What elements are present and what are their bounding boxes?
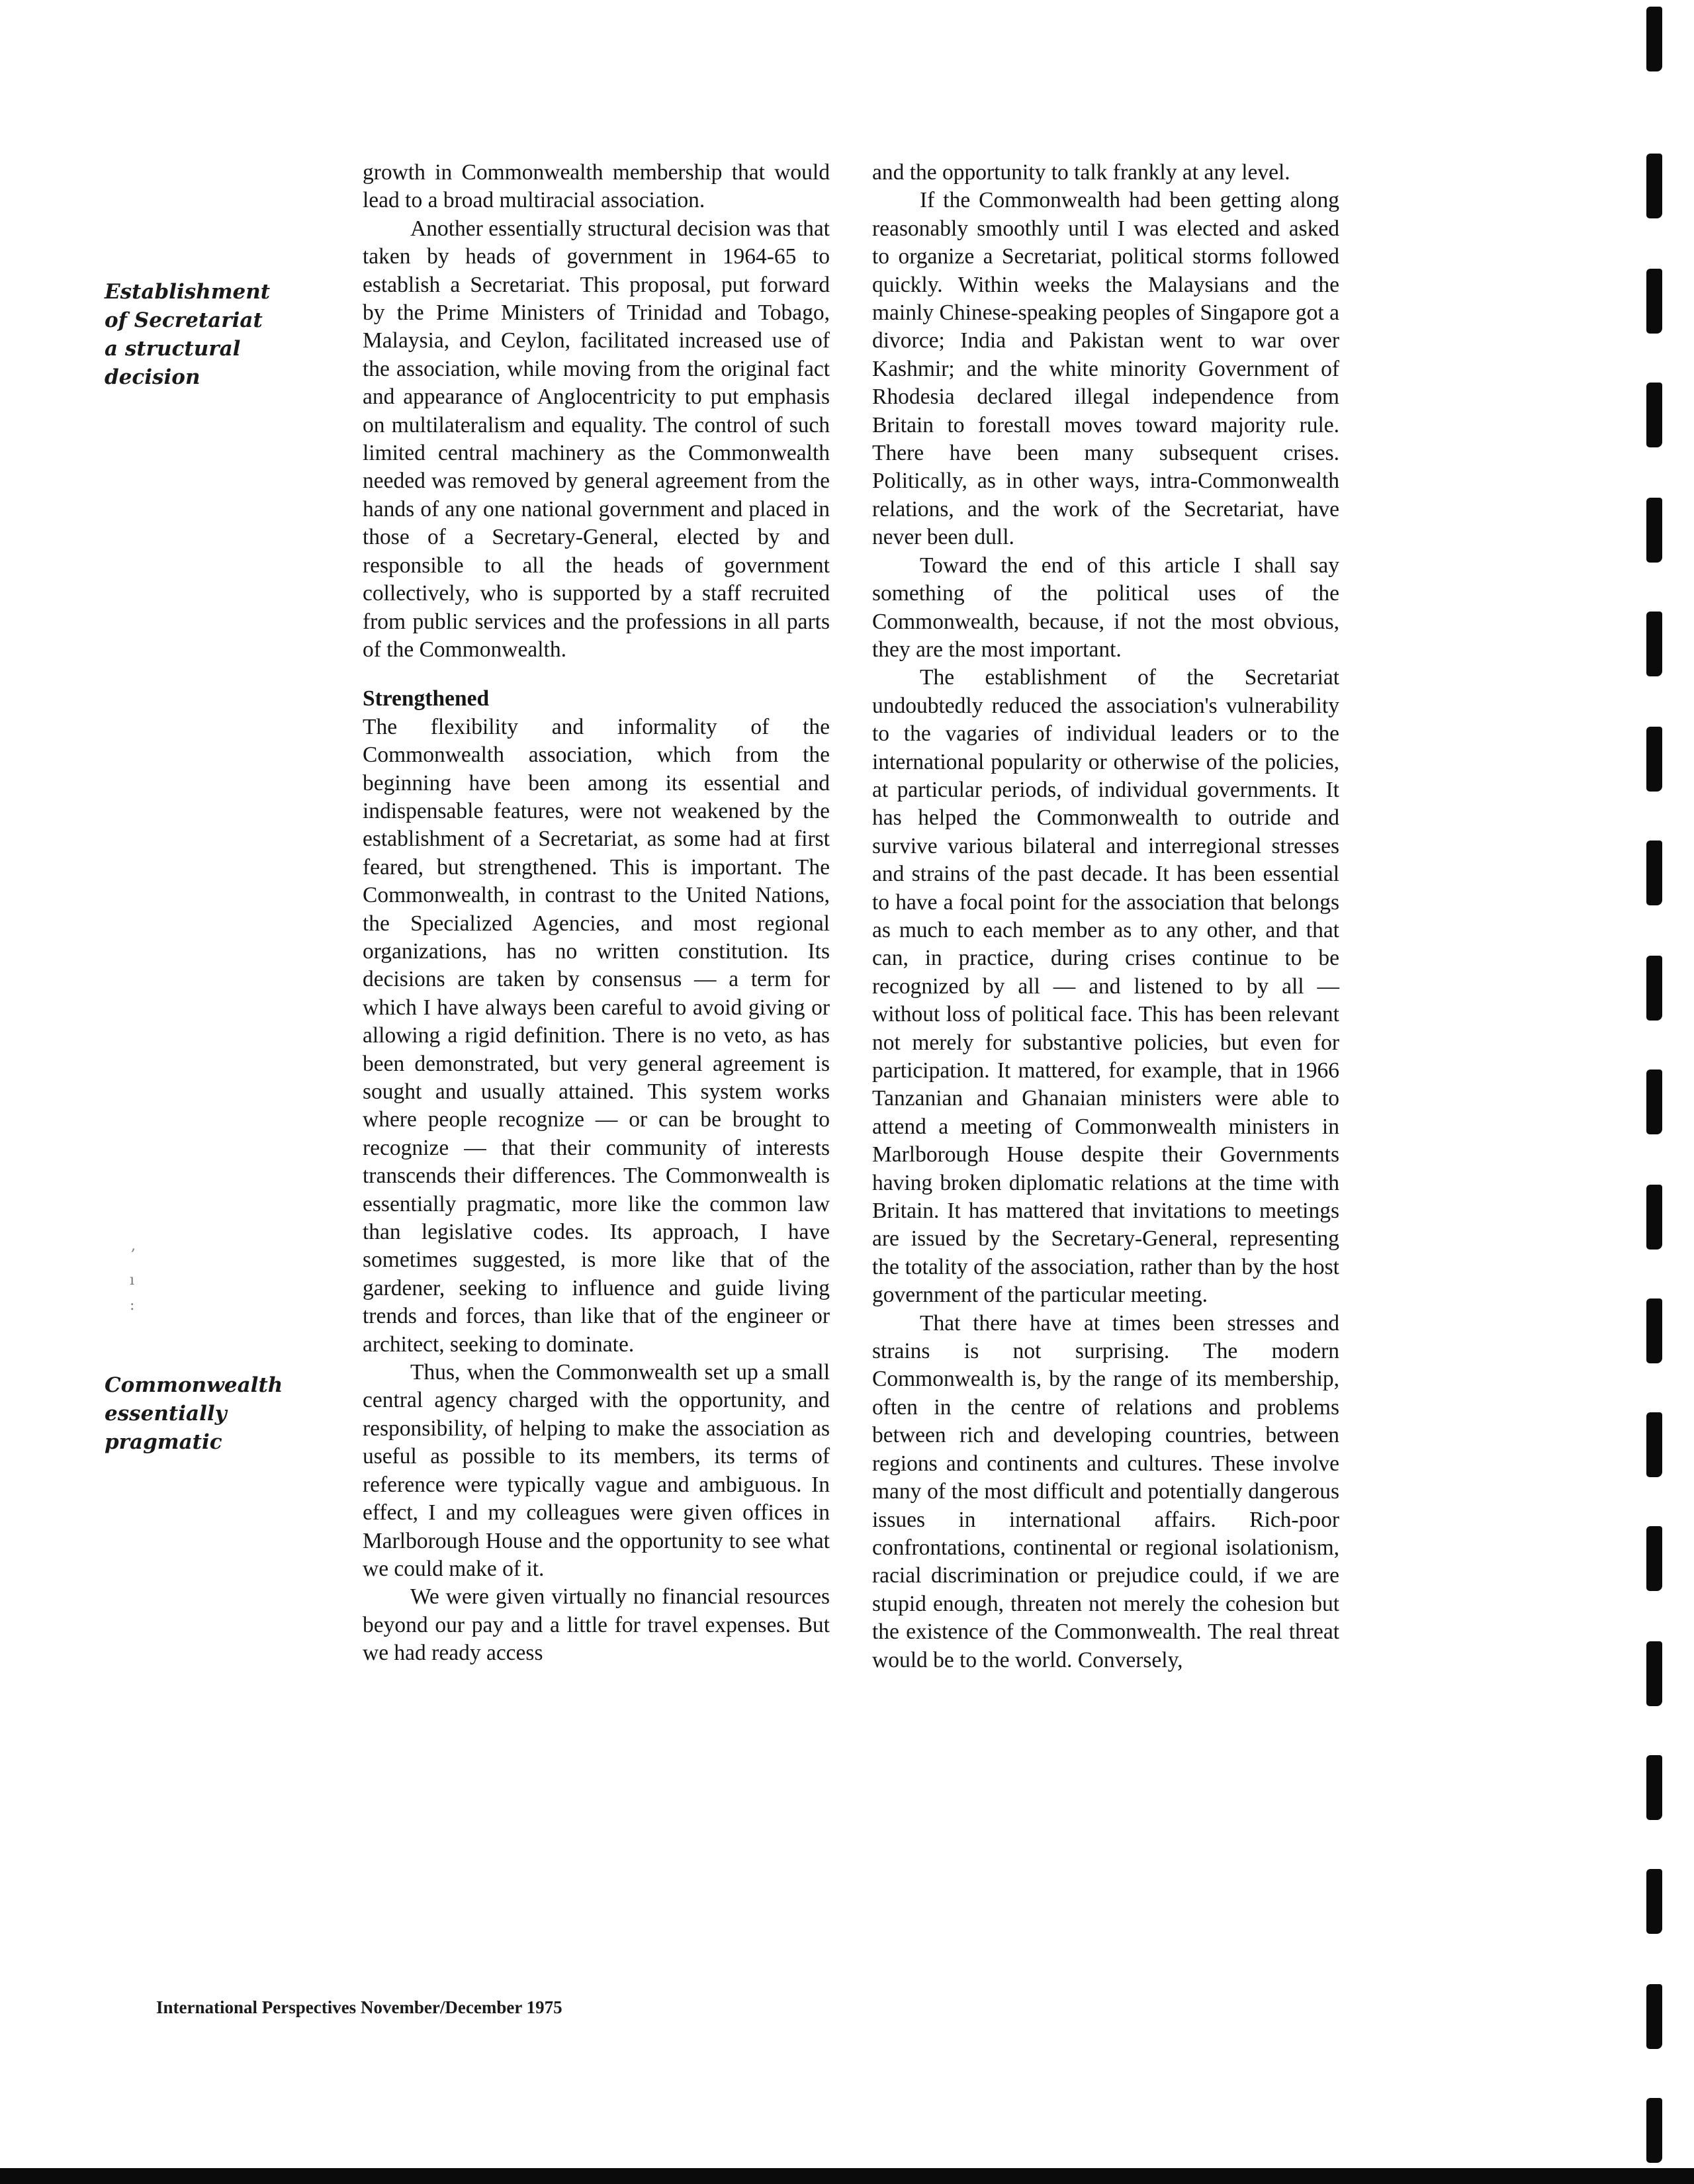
text-column-right [872,159,1339,1674]
paragraph: We were given virtually no financial resources beyond our pay and a little for travel expenses. But we had ready access [363,1584,830,1666]
binding-hole-mark [1646,841,1662,905]
margin-note-line: a structural [105,337,241,361]
binding-hole-mark [1646,498,1662,563]
margin-note-pragmatic [105,1371,303,1457]
binding-hole-mark [1646,383,1662,447]
binding-hole-mark [1646,1185,1662,1250]
binding-hole-mark [1646,727,1662,792]
binding-hole-mark [1646,1412,1662,1477]
margin-note-line: essentially [105,1402,227,1426]
binding-hole-mark [1646,612,1662,676]
binding-hole-mark [1646,1298,1662,1363]
binding-hole-mark [1646,1984,1662,2049]
margin-note-line: Commonwealth [105,1373,283,1397]
text-column-left [363,159,830,1668]
margin-note-line: of Secretariat [105,308,263,332]
binding-hole-mark [1646,1526,1662,1591]
paragraph: and the opportunity to talk frankly at any level. [872,160,1290,185]
binding-hole-mark [1646,1069,1662,1134]
scan-speck: : [130,1297,135,1314]
binding-hole-mark [1646,2098,1662,2163]
paragraph: The establishment of the Secretariat undoubtedly reduced the association's vulnerability to the vagaries of individual leaders or to the international popularity or otherwise of the policies, at particular periods, of individual governments. It has helped the Commonwealth to outride and survive various bilateral and interregional stresses and strains of the past decade. It has been essential to have a focal point for the association that belongs as much to each member as to any other, and that can, in practice, during crises continue to be recognized by all — and listened to by all — without loss of political face. This has been relevant not merely for substantive policies, but even for participation. It mattered, for example, that in 1966 Tanzanian and Ghanaian ministers were able to attend a meeting of Commonwealth ministers in Marlborough House despite their Governments having broken diplomatic relations at the time with Britain. It has mattered that invitations to meetings are issued by the Secretary-General, representing the totality of the association, rather than by the host government of the particular meeting. [872,665,1339,1308]
scan-speck: , [131,1238,136,1254]
margin-note-line: decision [105,365,201,389]
paragraph: If the Commonwealth had been getting along reasonably smoothly until I was elected and asked to organize a Secretariat, political storms followed quickly. Within weeks the Malaysians and the mainly Chinese-speaking peoples of Singapore got a divorce; India and Pakistan went to war over Kashmir; and the white minority Government of Rhodesia declared illegal independence from Britain to forestall moves toward majority rule. There have been many subsequent crises. Politically, as in other ways, intra-Commonwealth relations, and the work of the Secretariat, have never been dull. [872,188,1339,550]
paragraph: The flexibility and informality of the Commonwealth association, which from the beginning have been among its essential and indispensable features, were not weakened by the establishment of a Secretariat, as some had at first feared, but strengthened. This is important. The Commonwealth, in contrast to the United Nations, the Specialized Agencies, and most regional organizations, has no written constitution. Its decisions are taken by consensus — a term for which I have always been careful to avoid giving or allowing a rigid definition. There is no veto, as has been demonstrated, but very general agreement is sought and usually attained. This system works where people recognize — or can be brought to recognize — that their community of interests transcends their differences. The Commonwealth is essentially pragmatic, more like the common law than legislative codes. Its approach, I have sometimes suggested, is more like that of the gardener, seeking to influence and guide living trends and forces, than like that of the engineer or architect, seeking to dominate. [363,714,830,1357]
binding-hole-mark [1646,1641,1662,1706]
paragraph: That there have at times been stresses and strains is not surprising. The modern Commonwealth is, by the range of its membership, often in the centre of relations and problems between rich and developing countries, between regions and continents and cultures. These involve many of the most difficult and potentially dangerous issues in international affairs. Rich-poor confrontations, continental or regional isolationism, racial discrimination or prejudice could, if we are stupid enough, threaten not merely the cohesion but the existence of the Commonwealth. The real threat would be to the world. Conversely, [872,1310,1339,1672]
binding-hole-mark [1646,1869,1662,1934]
page-footer: International Perspectives November/December 1975 [156,1997,562,2017]
margin-note-line: pragmatic [105,1430,222,1454]
binding-hole-mark [1646,154,1662,218]
margin-note-establishment [105,278,303,392]
binding-hole-mark [1646,269,1662,334]
binding-hole-mark [1646,956,1662,1021]
paragraph: Toward the end of this article I shall say something of the political uses of the Commonwealth, because, if not the most obvious, they are the most important. [872,553,1339,662]
scan-speck: ı [130,1272,135,1289]
scan-bottom-edge [0,2168,1694,2184]
paragraph: growth in Commonwealth membership that would lead to a broad multiracial association. [363,160,830,213]
binding-hole-mark [1646,1755,1662,1820]
paragraph: Another essentially structural decision was that taken by heads of government in 1964-65 to establish a Secretariat. This proposal, put forward by the Prime Ministers of Trinidad and Tobago, Malaysia, and Ceylon, facilitated increased use of the association, while moving from the original fact and appearance of Anglocentricity to put emphasis on multilateralism and equality. The control of such limited central machinery as the Commonwealth needed was removed by general agreement from the hands of any one national government and placed in those of a Secretary-General, elected by and responsible to all the heads of government collectively, who is supported by a staff recruited from public services and the professions in all parts of the Commonwealth. [363,216,830,662]
section-heading: Strengthened [363,686,490,711]
paragraph: Thus, when the Commonwealth set up a small central agency charged with the opportunity, and responsibility, of helping to make the association as useful as possible to its members, its terms of reference were typically vague and ambiguous. In effect, I and my colleagues were given offices in Marlborough House and the opportunity to see what we could make of it. [363,1360,830,1581]
binding-hole-mark [1646,7,1662,71]
margin-note-line: Establishment [105,280,271,304]
